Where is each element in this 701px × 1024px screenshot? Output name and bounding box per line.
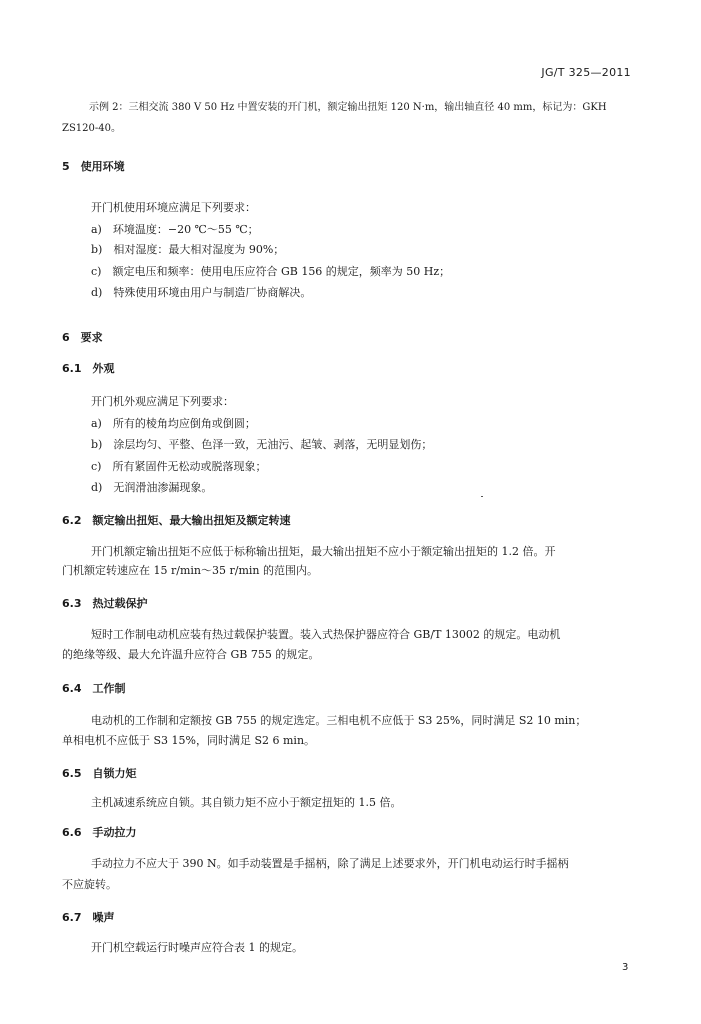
section-5-item-d: d) 特殊使用环境由用户与制造厂协商解决。	[91, 286, 312, 299]
section-6-1-item-c: c) 所有紧固件无松动或脱落现象；	[91, 460, 267, 473]
section-6-4-line-1: 电动机的工作制和定额按 GB 755 的规定选定。三相电机不应低于 S3 25%，同时满足 S2 10 min；	[91, 714, 587, 727]
section-5-item-a: a) 环境温度：−20 ℃～55 ℃；	[91, 223, 259, 236]
section-6-5-line-1: 主机减速系统应自锁。其自锁力矩不应小于额定扭矩的 1.5 倍。	[91, 796, 402, 809]
section-5-title: 5 使用环境	[62, 160, 125, 173]
example-2-line-1: 示例 2：三相交流 380 V 50 Hz 中置安装的开门机，额定输出扭矩 120 N·m，输出轴直径 40 mm，标记为：GKH	[89, 102, 607, 113]
section-6-3-line-1: 短时工作制电动机应装有热过载保护装置。装入式热保护器应符合 GB/T 13002 的规定。电动机	[91, 628, 561, 641]
section-6-4-line-2: 单相电机不应低于 S3 15%，同时满足 S2 6 min。	[62, 734, 316, 747]
section-6-7-title: 6.7 噪声	[62, 911, 115, 924]
page-number: 3	[622, 962, 629, 973]
section-6-1-item-a: a) 所有的棱角均应倒角或倒圆；	[91, 417, 256, 430]
scan-speck	[481, 496, 483, 497]
section-5-item-b: b) 相对湿度：最大相对湿度为 90%；	[91, 243, 285, 256]
section-6-1-item-b: b) 涂层均匀、平整、色泽一致，无油污、起皱、剥落，无明显划伤；	[91, 438, 433, 451]
section-5-intro: 开门机使用环境应满足下列要求：	[91, 201, 256, 214]
section-6-7-line-1: 开门机空载运行时噪声应符合表 1 的规定。	[91, 941, 303, 954]
section-6-2-title: 6.2 额定输出扭矩、最大输出扭矩及额定转速	[62, 514, 291, 527]
section-6-4-title: 6.4 工作制	[62, 682, 126, 695]
section-6-3-title: 6.3 热过载保护	[62, 597, 148, 610]
section-6-1-title: 6.1 外观	[62, 362, 115, 375]
section-6-3-line-2: 的绝缘等级、最大允许温升应符合 GB 755 的规定。	[62, 648, 320, 661]
section-6-title: 6 要求	[62, 331, 103, 344]
standard-code-header: JG/T 325—2011	[541, 66, 631, 79]
section-5-item-c: c) 额定电压和频率：使用电压应符合 GB 156 的规定，频率为 50 Hz；	[91, 265, 451, 278]
section-6-6-line-1: 手动拉力不应大于 390 N。如手动装置是手摇柄，除了满足上述要求外，开门机电动运行时手摇柄	[91, 857, 569, 870]
section-6-6-line-2: 不应旋转。	[62, 878, 117, 891]
example-2-line-2: ZS120-40。	[62, 123, 121, 134]
section-6-6-title: 6.6 手动拉力	[62, 826, 137, 839]
section-6-2-line-2: 门机额定转速应在 15 r/min～35 r/min 的范围内。	[62, 564, 318, 577]
section-6-1-intro: 开门机外观应满足下列要求：	[91, 395, 234, 408]
section-6-2-line-1: 开门机额定输出扭矩不应低于标称输出扭矩，最大输出扭矩不应小于额定输出扭矩的 1.2 倍。开	[91, 545, 556, 558]
section-6-5-title: 6.5 自锁力矩	[62, 767, 137, 780]
section-6-1-item-d: d) 无润滑油渗漏现象。	[91, 481, 213, 494]
